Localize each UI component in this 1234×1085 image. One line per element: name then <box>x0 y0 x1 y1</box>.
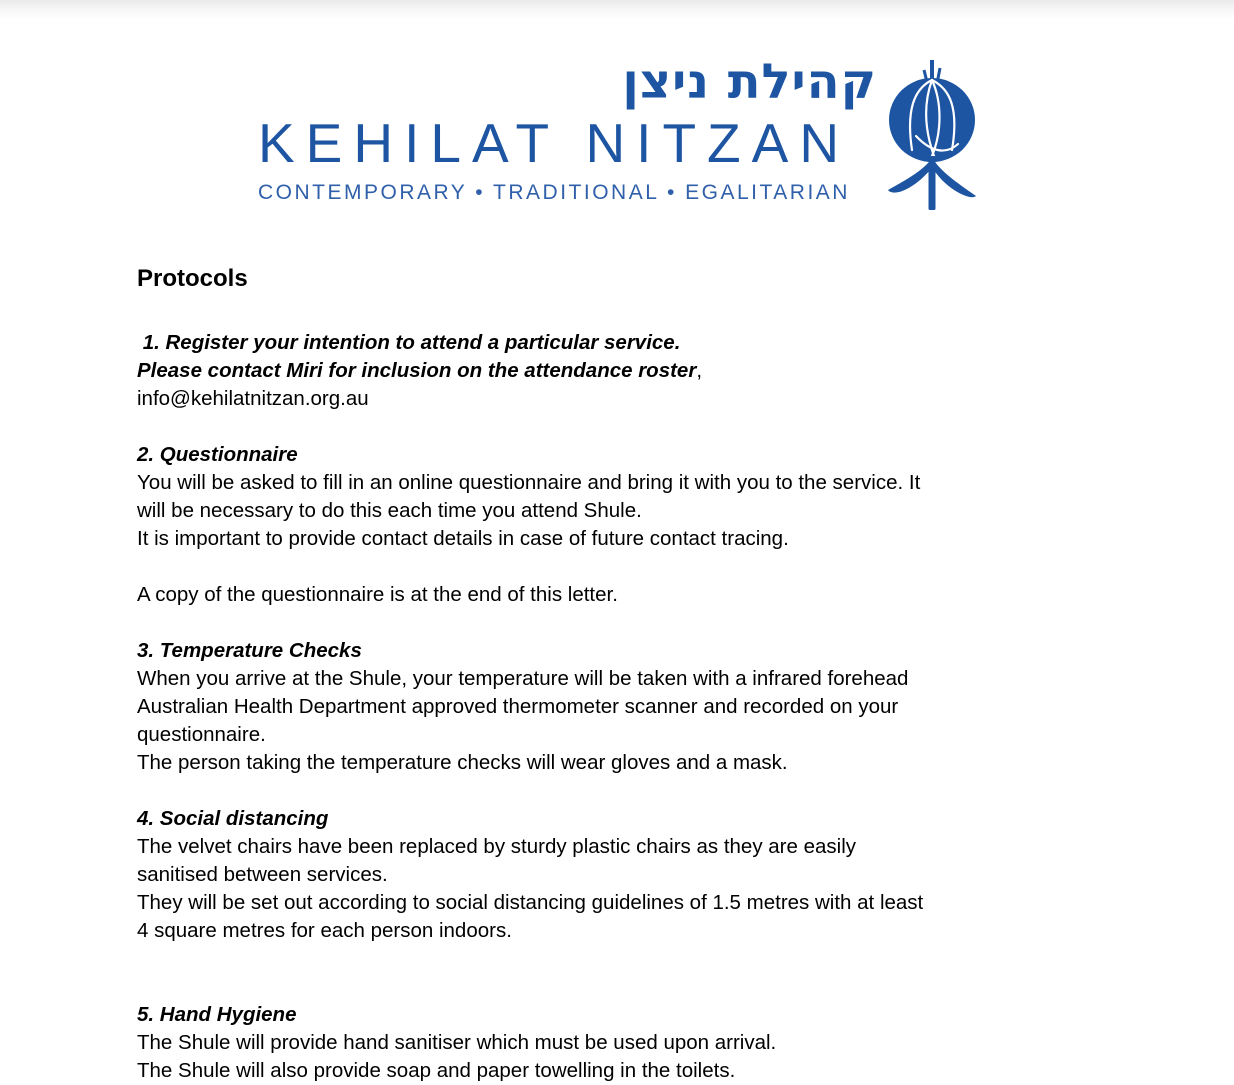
contact-email-text: info@kehilatnitzan.org.au <box>137 387 369 410</box>
blank-line <box>137 413 1122 441</box>
body-line: A copy of the questionnaire is at the end of this letter. <box>137 583 618 606</box>
body-line: Australian Health Department approved thermometer scanner and recorded on your <box>137 695 899 718</box>
blank-line <box>137 609 1122 637</box>
logo-org-name: KEHILAT NITZAN <box>258 112 851 174</box>
body-line: The velvet chairs have been replaced by sturdy plastic chairs as they are easily <box>137 835 857 858</box>
protocols-document <box>137 262 1122 1085</box>
blank-line <box>137 973 1122 1001</box>
section-2-heading: 2. Questionnaire <box>137 443 298 466</box>
body-line: They will be set out according to social distancing guidelines of 1.5 metres with at least <box>137 891 924 914</box>
section-5-heading: 5. Hand Hygiene <box>137 1003 297 1026</box>
body-line: The Shule will also provide soap and paper towelling in the toilets. <box>137 1059 736 1082</box>
body-line: 4 square metres for each person indoors. <box>137 919 512 942</box>
logo-tagline: CONTEMPORARY • TRADITIONAL • EGALITARIAN <box>258 181 850 204</box>
body-line: will be necessary to do this each time you attend Shule. <box>137 499 642 522</box>
section-1-subheading-comma: , <box>696 359 703 382</box>
section-1-subheading-text: Please contact Miri for inclusion on the attendance roster <box>137 359 697 382</box>
body-line: The person taking the temperature checks will wear gloves and a mask. <box>137 751 788 774</box>
body-line: sanitised between services. <box>137 863 388 886</box>
logo-hebrew-text: קהילת ניצן <box>622 54 877 110</box>
section-4-heading: 4. Social distancing <box>137 807 329 830</box>
section-3-heading: 3. Temperature Checks <box>137 639 362 662</box>
body-line: It is important to provide contact details in case of future contact tracing. <box>137 527 789 550</box>
body-line: questionnaire. <box>137 723 266 746</box>
body-line: The Shule will provide hand sanitiser which must be used upon arrival. <box>137 1031 777 1054</box>
document-title: Protocols <box>137 265 248 292</box>
section-1-heading: 1. Register your intention to attend a particular service. <box>137 331 681 354</box>
blank-line <box>137 553 1122 581</box>
section-1-subheading <box>137 357 1122 385</box>
org-logo <box>0 0 1234 230</box>
body-line: You will be asked to fill in an online questionnaire and bring it with you to the service. It <box>137 471 921 494</box>
nitzan-bud-icon <box>886 58 978 210</box>
blank-line <box>137 945 1122 973</box>
blank-line <box>137 777 1122 805</box>
body-line: When you arrive at the Shule, your temperature will be taken with a infrared forehead <box>137 667 909 690</box>
